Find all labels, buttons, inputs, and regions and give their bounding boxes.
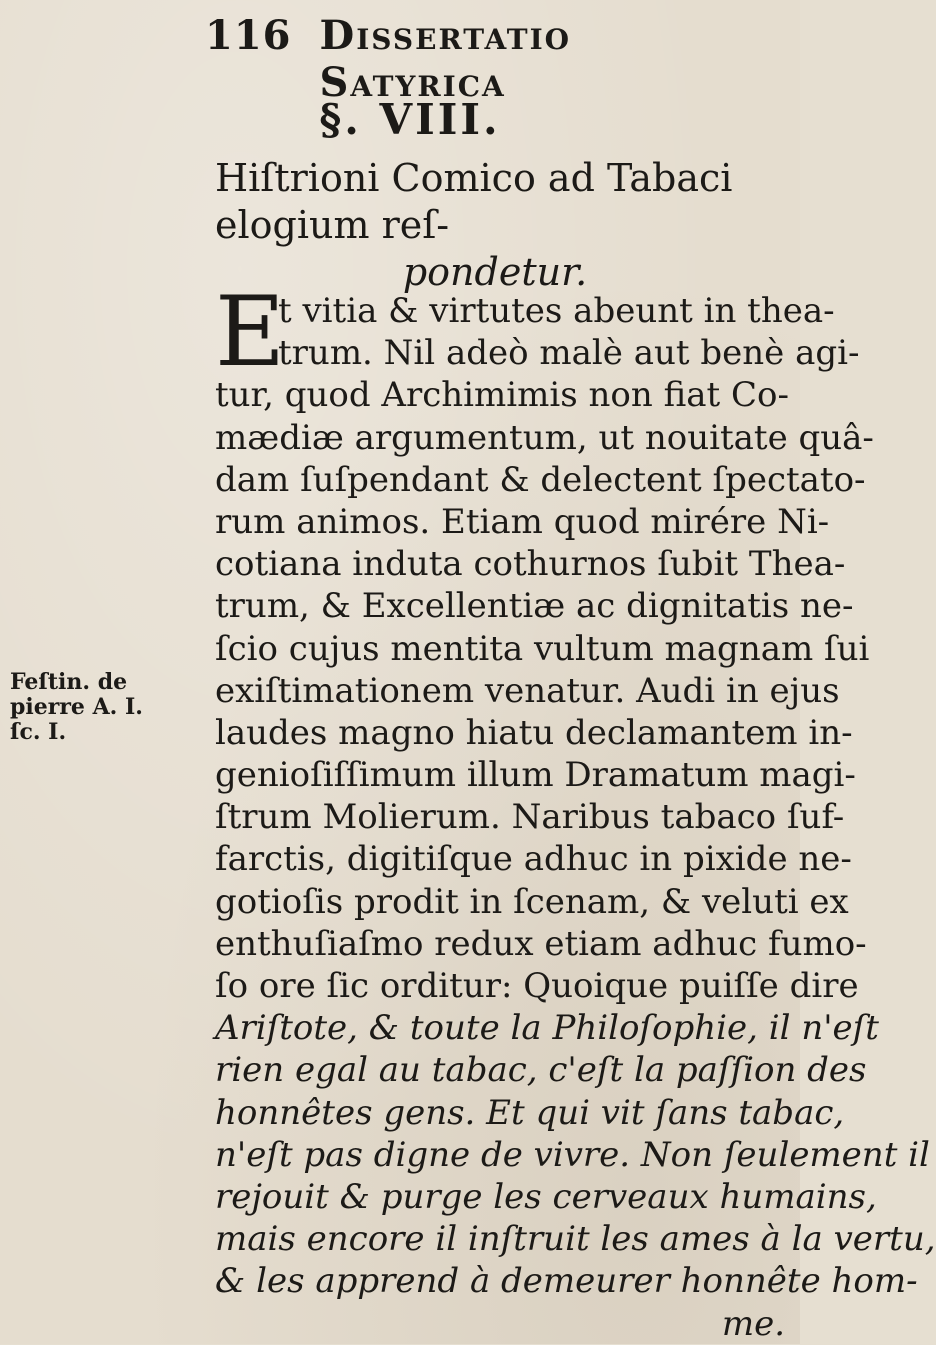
text-line: tur, quod Archimimis non fiat Co-: [215, 375, 789, 416]
text-line: rejouit & purge les cerveaux humains,: [215, 1176, 877, 1217]
page-number: 116: [205, 12, 292, 59]
text-line: mais encore il inſtruit les ames à la vertu,: [215, 1219, 936, 1260]
text-line: & les apprend à demeurer honnête hom-: [215, 1261, 918, 1302]
drop-cap: E: [215, 276, 286, 388]
running-title: Dissertatio Satyrica: [319, 12, 572, 106]
margin-note-line: pierre A. I.: [10, 694, 143, 720]
text-line: mædiæ argumentum, ut nouitate quâ-: [215, 417, 874, 458]
text-line: farctis, digitiſque adhuc in pixide ne-: [215, 839, 852, 880]
margin-note: [10, 670, 210, 745]
margin-note-line: Feſtin. de: [10, 669, 128, 695]
text-line: ſcio cujus mentita vultum magnam ſui: [215, 628, 870, 669]
heading-line-1: Hiſtrioni Comico ad Tabaci elogium reſ-: [215, 156, 733, 247]
text-line: laudes magno hiatu declamantem in-: [215, 712, 853, 753]
body-text: [215, 276, 936, 1345]
text-line: trum. Nil adeò malè aut benè agi-: [278, 333, 860, 374]
text-line: ſtrum Molierum. Naribus tabaco ſuf-: [215, 797, 845, 838]
text-line: Ariſtote, & toute la Philoſophie, il n'eſt: [215, 1008, 879, 1049]
text-line: rum animos. Etiam quod mirére Ni-: [215, 501, 830, 542]
text-line: rien egal au tabac, c'eſt la paſſion des: [215, 1050, 867, 1091]
heading-line-2: pondetur.: [402, 250, 588, 294]
text-line: t vitia & virtutes abeunt in thea-: [278, 291, 835, 331]
text-line: n'eſt pas digne de vivre. Non ſeulement il: [215, 1134, 930, 1175]
text-line: genioſiſſimum illum Dramatum magi-: [215, 755, 856, 796]
text-line: trum, & Excellentiæ ac dignitatis ne-: [215, 586, 854, 627]
text-line: honnêtes gens. Et qui vit ſans tabac,: [215, 1092, 845, 1133]
section-number: §. VIII.: [319, 95, 501, 144]
text-line: cotiana induta cothurnos ſubit Thea-: [215, 544, 846, 585]
text-line: me.: [721, 1303, 785, 1344]
text-line: exiſtimationem venatur. Audi in ejus: [215, 670, 840, 711]
running-head: [205, 12, 740, 106]
text-line: ſo ore ſic orditur: Quoique puiſſe dire: [215, 966, 859, 1006]
margin-note-line: ſc. I.: [10, 719, 67, 745]
text-line: gotioſis prodit in ſcenam, & veluti ex: [215, 881, 849, 922]
text-line: dam ſuſpendant & delectent ſpectato-: [215, 459, 866, 500]
text-line: enthuſiaſmo redux etiam adhuc fumo-: [215, 923, 867, 964]
section-heading: [215, 155, 775, 296]
